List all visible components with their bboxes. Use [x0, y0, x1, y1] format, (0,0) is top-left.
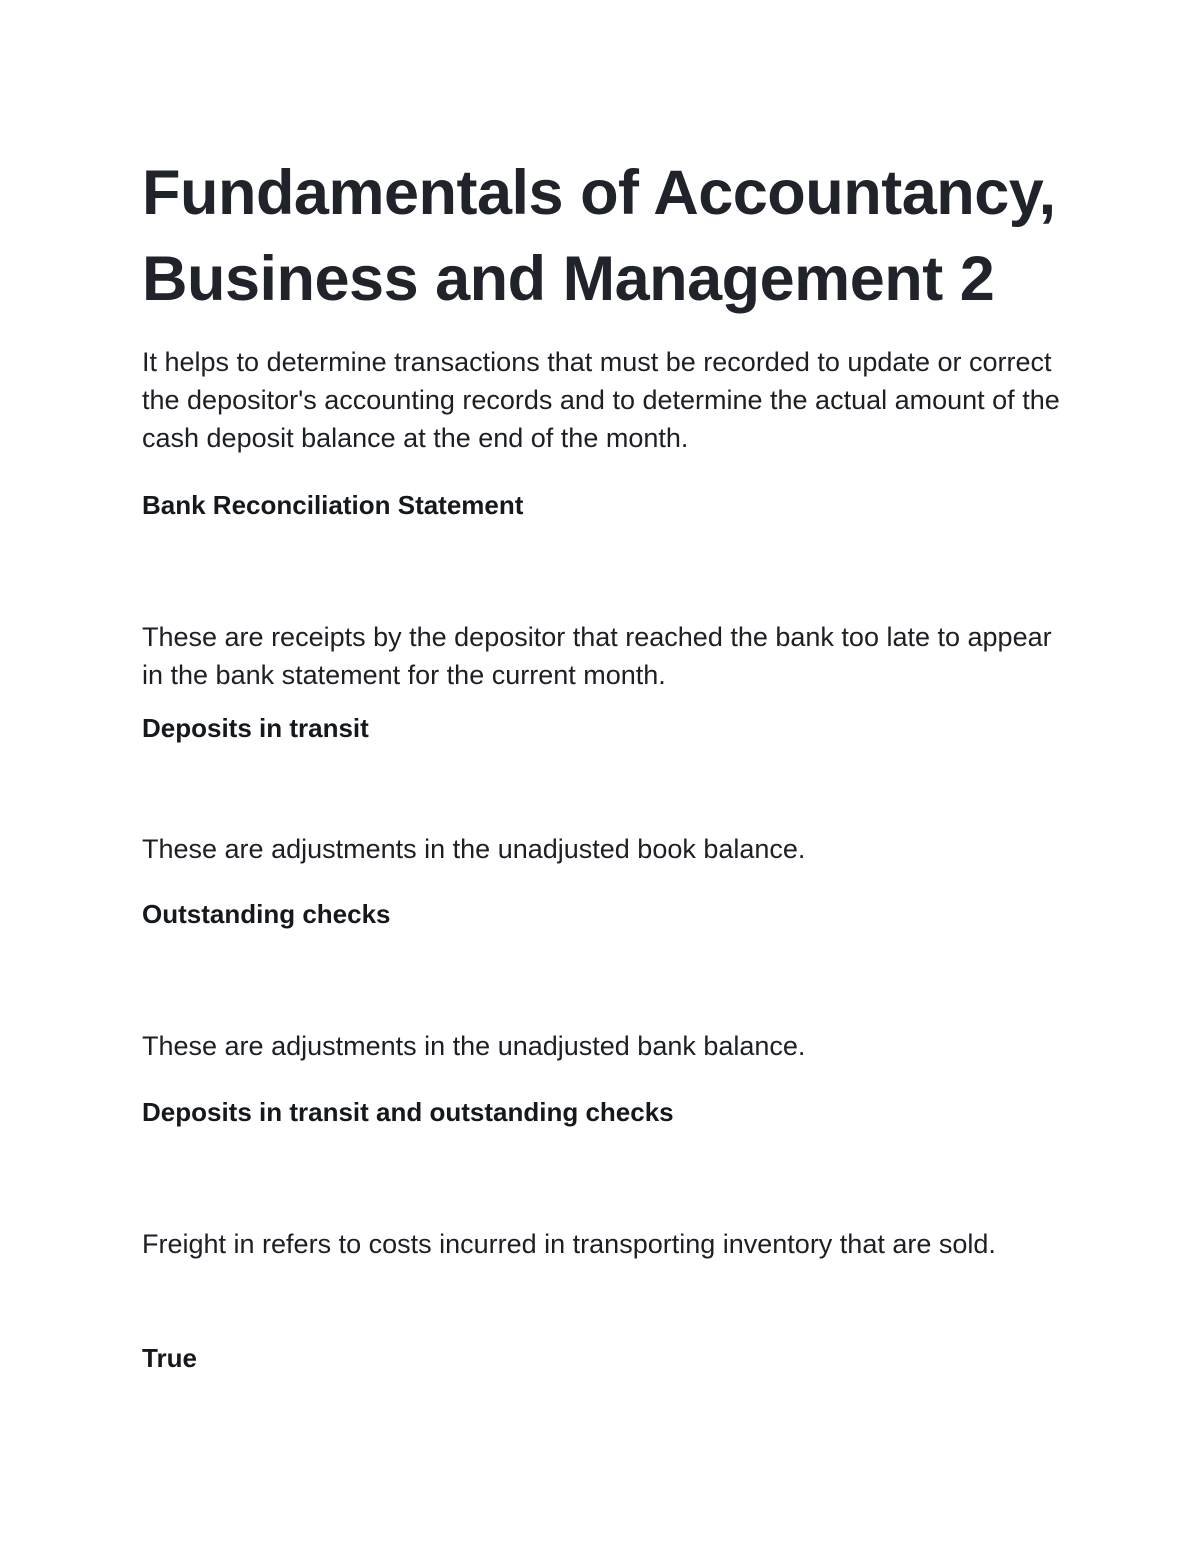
answer-4: Deposits in transit and outstanding checks	[142, 1097, 674, 1127]
question-4: These are adjustments in the unadjusted bank balance.	[142, 1031, 806, 1061]
answer-3: Outstanding checks	[142, 899, 391, 929]
answer-1: Bank Reconciliation Statement	[142, 490, 524, 520]
question-2: These are receipts by the depositor that reached the bank too late to appear in the bank statement for the current month.	[142, 622, 1052, 690]
document-title: Fundamentals of Accountancy, Business and Management 2	[142, 158, 1056, 314]
question-1: It helps to determine transactions that must be recorded to update or correct the depositor's accounting records and to determine the actual amount of the cash deposit balance at the end of the month.	[142, 347, 1060, 453]
question-5: Freight in refers to costs incurred in transporting inventory that are sold.	[142, 1229, 996, 1259]
question-3: These are adjustments in the unadjusted book balance.	[142, 834, 806, 864]
answer-5: True	[142, 1343, 197, 1373]
answer-2: Deposits in transit	[142, 713, 369, 743]
